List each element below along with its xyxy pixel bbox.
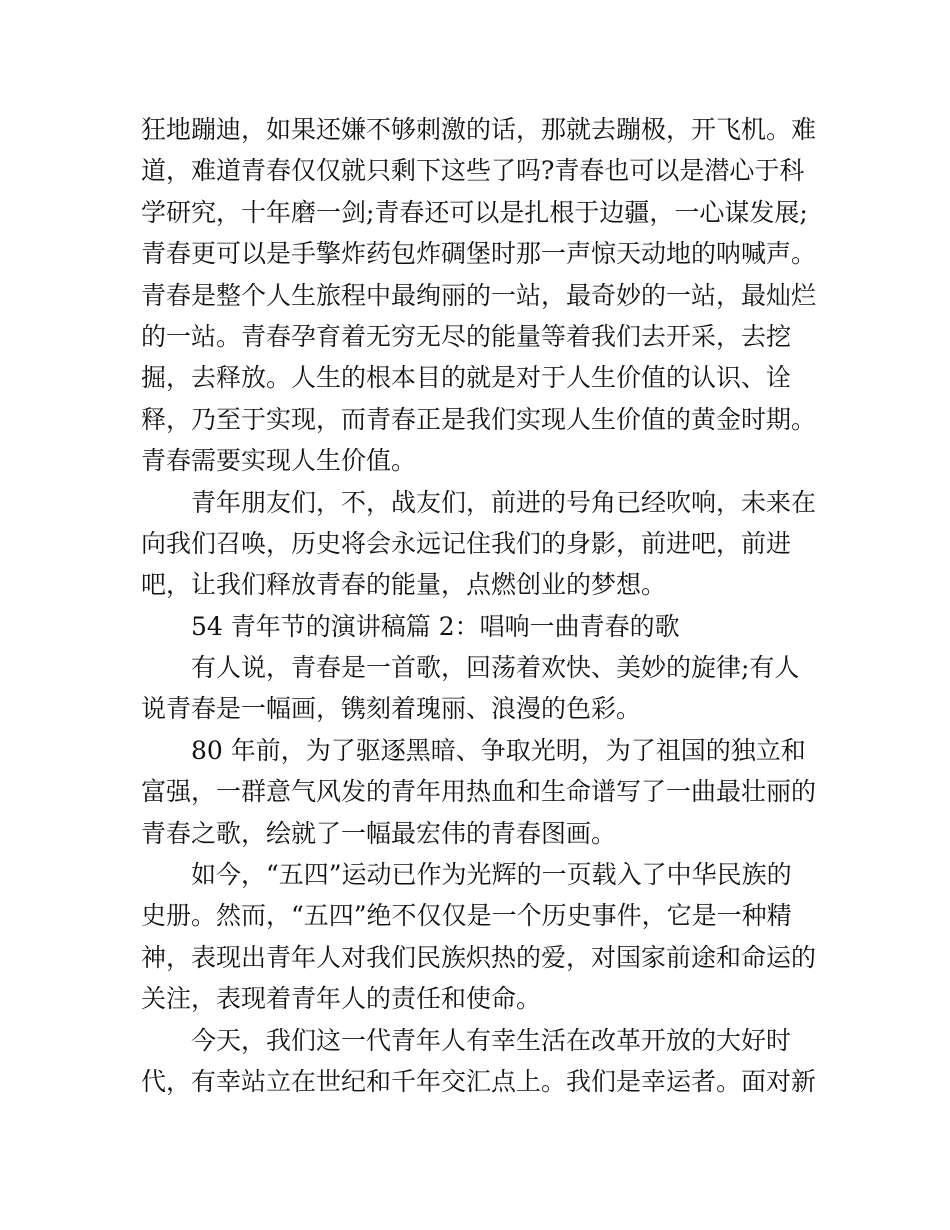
text-line: 54 青年节的演讲稿篇 2：唱响一曲青春的歌 — [191, 611, 680, 641]
text-line: 学研究，十年磨一剑;青春还可以是扎根于边疆，一心谋发展; — [141, 197, 808, 227]
text-line: 吧，让我们释放青春的能量，点燃创业的梦想。 — [141, 570, 667, 600]
text-line: 释，乃至于实现，而青春正是我们实现人生价值的黄金时期。 — [141, 404, 817, 434]
text-line: 富强，一群意气风发的青年用热血和生命谱写了一曲最壮丽的 — [141, 777, 817, 807]
text-line: 掘，去释放。人生的根本目的就是对于人生价值的认识、诠 — [141, 363, 792, 393]
text-line: 说青春是一幅画，镌刻着瑰丽、浪漫的色彩。 — [141, 694, 642, 724]
text-line: 青春更可以是手擎炸药包炸碉堡时那一声惊天动地的呐喊声。 — [141, 239, 817, 269]
text-line: 狂地蹦迪，如果还嫌不够刺激的话，那就去蹦极，开飞机。难 — [141, 115, 817, 144]
text-line: 的一站。青春孕育着无穷无尽的能量等着我们去开采，去挖 — [141, 321, 792, 351]
text-line: 青春是整个人生旅程中最绚丽的一站，最奇妙的一站，最灿烂 — [141, 280, 817, 310]
text-line: 如今，“五四”运动已作为光辉的一页载入了中华民族的 — [191, 860, 792, 890]
text-line: 青春之歌，绘就了一幅最宏伟的青春图画。 — [141, 818, 617, 848]
document-body — [141, 109, 821, 1102]
text-line: 道，难道青春仅仅就只剩下这些了吗?青春也可以是潜心于科 — [141, 156, 805, 186]
text-line: 青春需要实现人生价值。 — [141, 446, 417, 476]
text-line: 史册。然而，“五四”绝不仅仅是一个历史事件，它是一种精 — [141, 901, 792, 931]
text-line: 有人说，青春是一首歌，回荡着欢快、美妙的旋律;有人 — [191, 653, 800, 683]
text-line: 神，表现出青年人对我们民族炽热的爱，对国家前途和命运的 — [141, 942, 817, 972]
text-line: 青年朋友们，不，战友们，前进的号角已经吹响，未来在 — [191, 487, 817, 517]
text-line: 80 年前，为了驱逐黑暗、争取光明，为了祖国的独立和 — [191, 735, 806, 765]
text-line: 代，有幸站立在世纪和千年交汇点上。我们是幸运者。面对新 — [141, 1066, 817, 1096]
text-line: 关注，表现着青年人的责任和使命。 — [141, 984, 542, 1014]
text-line: 今天，我们这一代青年人有幸生活在改革开放的大好时 — [191, 1025, 792, 1055]
text-line: 向我们召唤，历史将会永远记住我们的身影，前进吧，前进 — [141, 528, 792, 558]
